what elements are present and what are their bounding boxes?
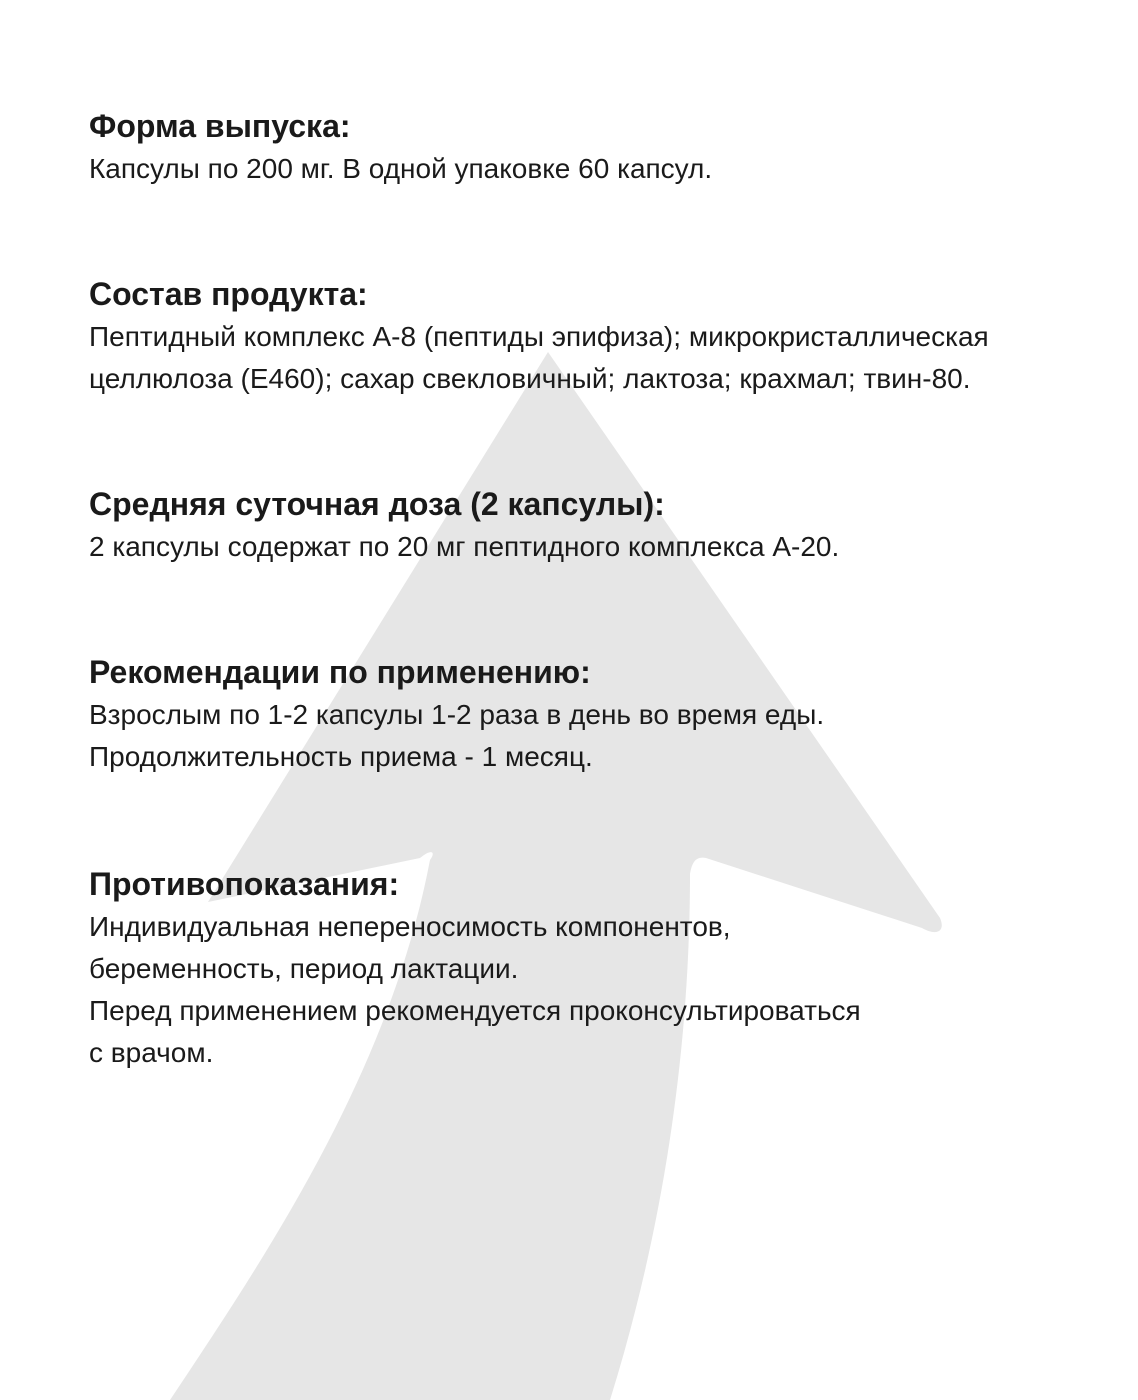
- section-text-line: Перед применением рекомендуется проконсультироваться: [89, 995, 861, 1026]
- section-text-line: с врачом.: [89, 1037, 214, 1068]
- daily-dose-section: [89, 482, 1089, 568]
- section-heading: Рекомендации по применению:: [89, 654, 591, 690]
- product-info: [89, 104, 1089, 1074]
- section-text-line: Капсулы по 200 мг. В одной упаковке 60 капсул.: [89, 153, 713, 184]
- section-text-line: Продолжительность приема - 1 месяц.: [89, 741, 593, 772]
- section-text-line: беременность, период лактации.: [89, 953, 519, 984]
- section-heading: Состав продукта:: [89, 276, 368, 312]
- release-form-section: [89, 104, 1089, 190]
- section-text-line: Индивидуальная непереносимость компонентов,: [89, 911, 731, 942]
- section-text-line: целлюлоза (Е460); сахар свекловичный; лактоза; крахмал; твин-80.: [89, 363, 971, 394]
- section-heading: Противопоказания:: [89, 866, 400, 902]
- usage-recommendations-section: [89, 650, 1089, 778]
- section-text-line: Пептидный комплекс А-8 (пептиды эпифиза); микрокристаллическая: [89, 321, 989, 352]
- section-text-line: Взрослым по 1-2 капсулы 1-2 раза в день во время еды.: [89, 699, 825, 730]
- section-heading: Форма выпуска:: [89, 108, 351, 144]
- section-text-line: 2 капсулы содержат по 20 мг пептидного комплекса А-20.: [89, 531, 840, 562]
- composition-section: [89, 272, 1089, 400]
- contraindications-section: [89, 862, 1089, 1074]
- section-heading: Средняя суточная доза (2 капсулы):: [89, 486, 665, 522]
